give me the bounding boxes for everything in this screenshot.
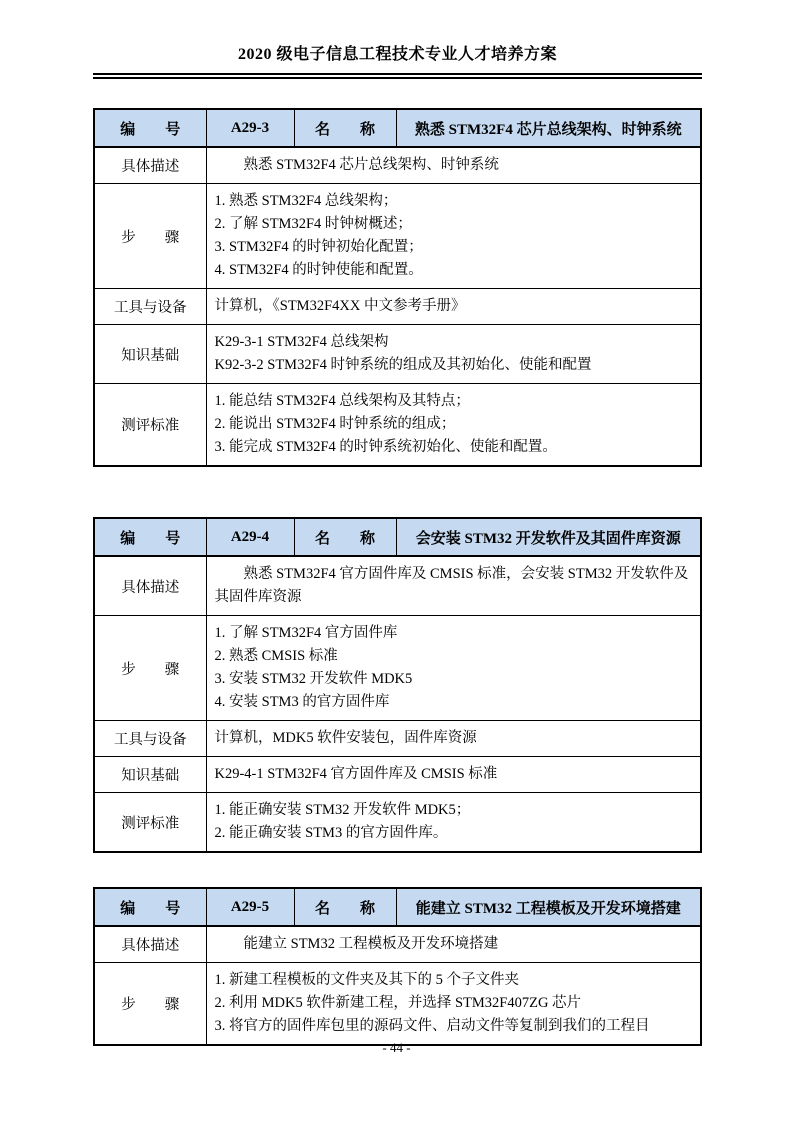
task-id: A29-3 [206,109,294,147]
content-line: 3. 将官方的固件库包里的源码文件、启动文件等复制到我们的工程目 [214,1018,650,1034]
row-label-knowledge: 知识基础 [94,757,206,793]
row-steps [94,184,701,289]
row-content-knowledge [206,325,701,384]
content-line: 1. 能总结 STM32F4 总线架构及其特点； [214,393,470,409]
row-label-evaluation: 测评标准 [94,384,206,467]
content-line: 2. 熟悉 CMSIS 标准 [214,648,338,664]
row-steps [94,963,701,1046]
content-line: 3. 能完成 STM32F4 的时钟系统初始化、使能和配置。 [214,439,557,455]
row-label-evaluation: 测评标准 [94,793,206,853]
row-content-description [206,556,701,616]
name-label: 名 称 [294,109,396,147]
row-label-description: 具体描述 [94,147,206,184]
row-label-knowledge: 知识基础 [94,325,206,384]
row-content-steps [206,184,701,289]
row-content-evaluation [206,384,701,467]
row-description [94,556,701,616]
content-line: K92-3-2 STM32F4 时钟系统的组成及其初始化、使能和配置 [214,357,592,373]
row-knowledge [94,325,701,384]
task-table-A29-4 [93,517,702,853]
task-title: 能建立 STM32 工程模板及开发环境搭建 [396,888,701,926]
row-content-steps [206,963,701,1046]
table-header-row [94,109,701,147]
content-line: 3. STM32F4 的时钟初始化配置； [214,239,423,255]
content-line: 1. 新建工程模板的文件夹及其下的 5 个子文件夹 [214,972,519,988]
row-label-description: 具体描述 [94,926,206,963]
content-line: 1. 了解 STM32F4 官方固件库 [214,625,398,641]
id-label: 编 号 [94,109,206,147]
name-label: 名 称 [294,518,396,556]
task-id: A29-5 [206,888,294,926]
table-header-row [94,888,701,926]
name-label: 名 称 [294,888,396,926]
content-line: 4. STM32F4 的时钟使能和配置。 [214,262,423,278]
task-title: 熟悉 STM32F4 芯片总线架构、时钟系统 [396,109,701,147]
row-content-tools [206,289,701,325]
row-label-steps: 步 骤 [94,184,206,289]
row-content-description [206,147,701,184]
content-line: 4. 安装 STM3 的官方固件库 [214,694,390,710]
row-tools [94,289,701,325]
content-text: 熟悉 STM32F4 官方固件库及 CMSIS 标准，会安装 STM32 开发软件及其固件库资源 [214,566,689,605]
header-double-rule [93,73,702,79]
content-line: 2. 能说出 STM32F4 时钟系统的组成； [214,416,456,432]
content-line: K29-3-1 STM32F4 总线架构 [214,334,389,350]
row-label-steps: 步 骤 [94,616,206,721]
id-label: 编 号 [94,518,206,556]
row-content-steps [206,616,701,721]
content-line: 1. 能正确安装 STM32 开发软件 MDK5； [214,802,471,818]
row-content-knowledge [206,757,701,793]
content-text: 计算机，MDK5 软件安装包，固件库资源 [214,730,477,746]
content-text: 能建立 STM32 工程模板及开发环境搭建 [243,936,499,952]
row-content-evaluation [206,793,701,853]
content-line: 3. 安装 STM32 开发软件 MDK5 [214,671,413,687]
document-page [93,0,702,1046]
content-line: 2. 利用 MDK5 软件新建工程，并选择 STM32F407ZG 芯片 [214,995,582,1011]
task-title: 会安装 STM32 开发软件及其固件库资源 [396,518,701,556]
id-label: 编 号 [94,888,206,926]
page-title: 2020 级电子信息工程技术专业人才培养方案 [237,46,557,63]
row-label-steps: 步 骤 [94,963,206,1046]
row-label-description: 具体描述 [94,556,206,616]
row-content-description [206,926,701,963]
row-content-tools [206,721,701,757]
content-line: 2. 能正确安装 STM3 的官方固件库。 [214,825,448,841]
content-text: 计算机，《STM32F4XX 中文参考手册》 [214,298,466,314]
row-knowledge [94,757,701,793]
row-tools [94,721,701,757]
content-text: 熟悉 STM32F4 芯片总线架构、时钟系统 [243,157,499,173]
content-line: 1. 熟悉 STM32F4 总线架构； [214,193,398,209]
page-number: - 44 - [382,1040,411,1055]
task-table-A29-5 [93,887,702,1046]
task-id: A29-4 [206,518,294,556]
row-label-tools: 工具与设备 [94,721,206,757]
tables-container [93,108,702,1046]
table-header-row [94,518,701,556]
row-evaluation [94,793,701,853]
row-label-tools: 工具与设备 [94,289,206,325]
row-evaluation [94,384,701,467]
task-table-A29-3 [93,108,702,467]
content-line: 2. 了解 STM32F4 时钟树概述； [214,216,412,232]
row-description [94,147,701,184]
row-description [94,926,701,963]
row-steps [94,616,701,721]
content-line: K29-4-1 STM32F4 官方固件库及 CMSIS 标准 [214,766,498,782]
